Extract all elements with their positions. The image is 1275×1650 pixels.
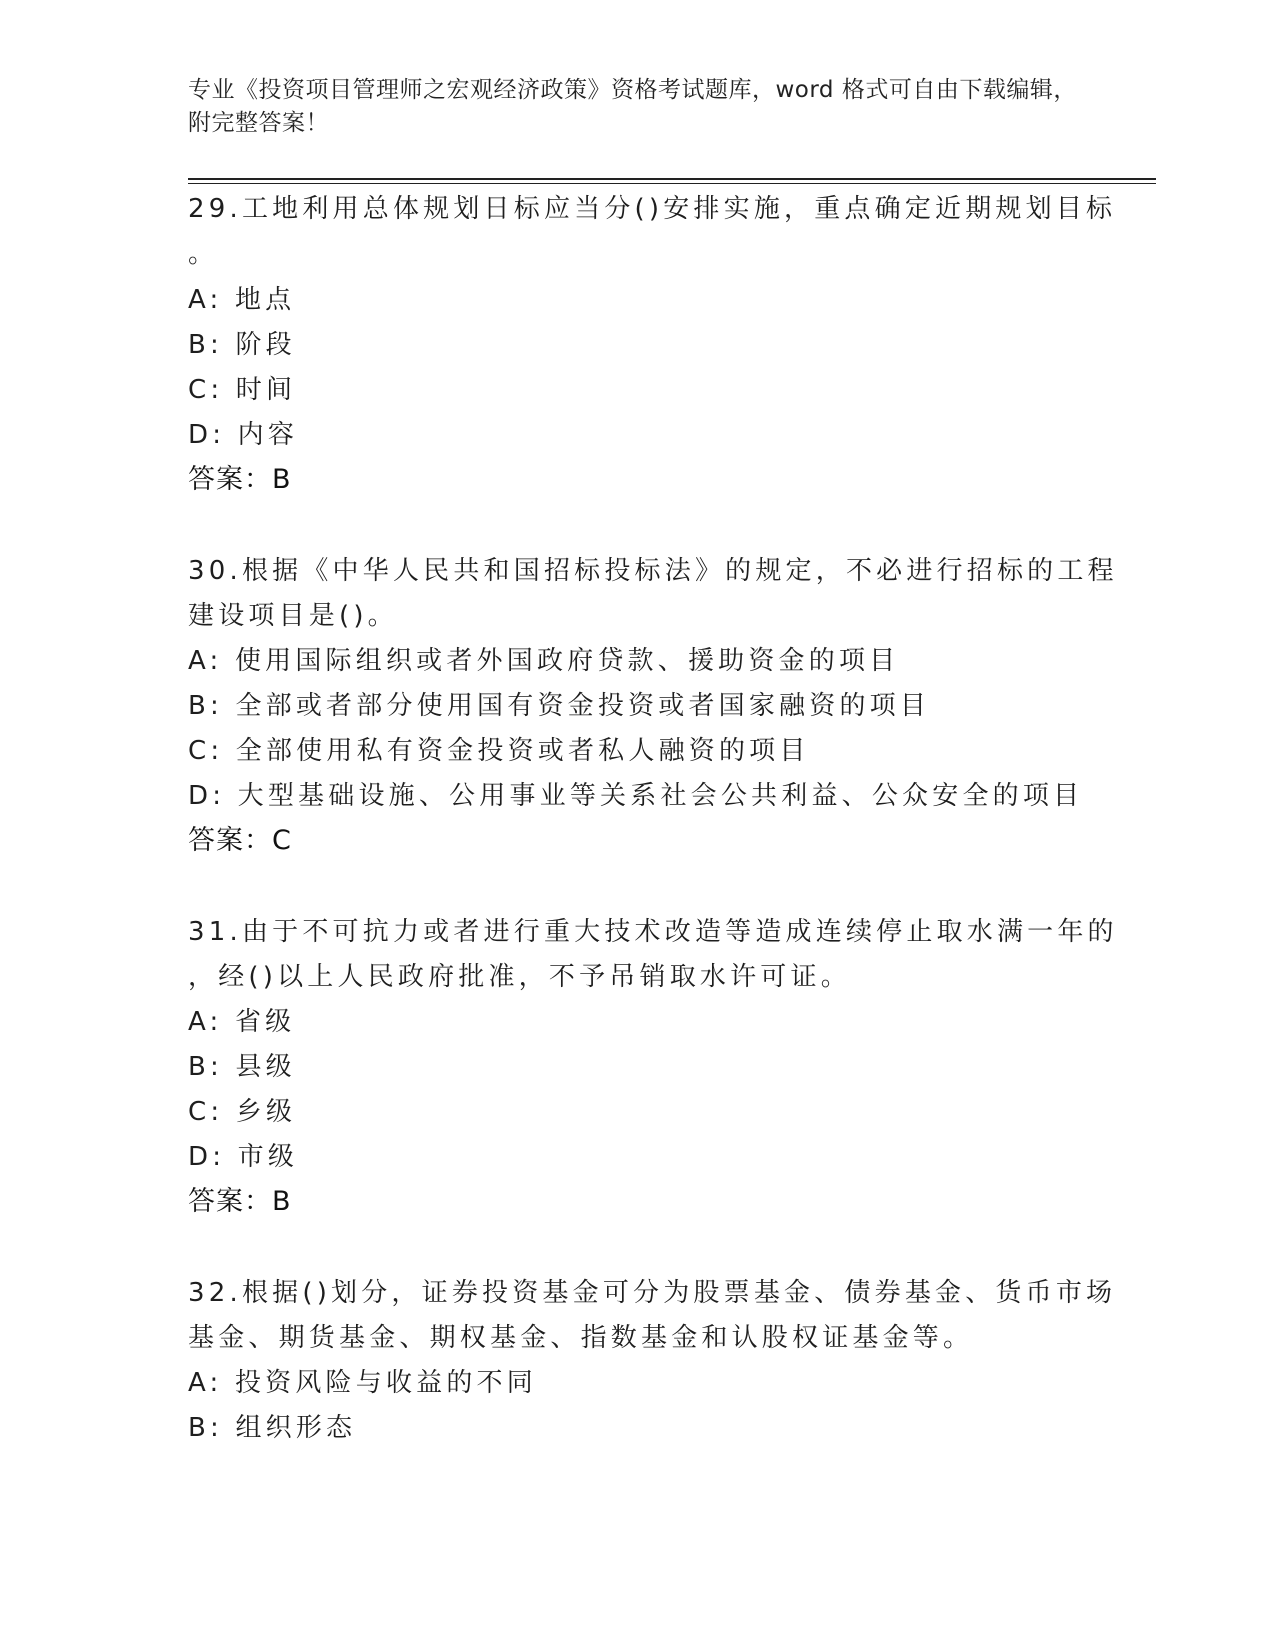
question-29-option-b: B: 阶段 (188, 330, 296, 360)
question-32-option-a: A: 投资风险与收益的不同 (188, 1368, 537, 1398)
question-31-option-d: D: 市级 (188, 1142, 299, 1172)
question-30-stem-line-2: 建设项目是()。 (188, 601, 398, 631)
question-32-option-b: B: 组织形态 (188, 1413, 357, 1443)
question-31-answer: 答案：B (188, 1186, 292, 1217)
question-29-option-c: C: 时间 (188, 375, 297, 405)
header-rule (188, 178, 1156, 180)
question-30-answer: 答案：C (188, 825, 292, 856)
question-30-option-c: C: 全部使用私有资金投资或者私人融资的项目 (188, 736, 810, 766)
question-31-option-a: A: 省级 (188, 1007, 296, 1037)
document-header: 专业《投资项目管理师之宏观经济政策》资格考试题库，word 格式可自由下载编辑，附完整答案！ (188, 77, 1077, 136)
question-30-option-a: A: 使用国际组织或者外国政府贷款、援助资金的项目 (188, 646, 900, 676)
question-30-stem-line-1: 30.根据《中华人民共和国招标投标法》的规定，不必进行招标的工程 (188, 556, 1118, 586)
question-32-stem-line-1: 32.根据()划分，证券投资基金可分为股票基金、债券基金、货币市场 (188, 1278, 1117, 1308)
question-31-option-b: B: 县级 (188, 1052, 296, 1082)
question-29-option-d: D: 内容 (188, 420, 299, 450)
question-31-stem-line-1: 31.由于不可抗力或者进行重大技术改造等造成连续停止取水满一年的 (188, 917, 1118, 947)
question-29-option-a: A: 地点 (188, 285, 296, 315)
question-31-stem-line-2: ，经()以上人民政府批准，不予吊销取水许可证。 (188, 962, 851, 992)
question-30-option-b: B: 全部或者部分使用国有资金投资或者国家融资的项目 (188, 691, 931, 721)
question-30-option-d: D: 大型基础设施、公用事业等关系社会公共利益、公众安全的项目 (188, 781, 1084, 811)
header-rule-thin (188, 183, 1156, 184)
question-29-answer: 答案：B (188, 464, 292, 495)
question-29-stem-line-1: 29.工地利用总体规划日标应当分()安排实施，重点确定近期规划目标 (188, 194, 1117, 224)
question-31-option-c: C: 乡级 (188, 1097, 297, 1127)
question-32-stem-line-2: 基金、期货基金、期权基金、指数基金和认股权证基金等。 (188, 1323, 974, 1353)
question-29-stem-line-2: 。 (188, 239, 219, 269)
